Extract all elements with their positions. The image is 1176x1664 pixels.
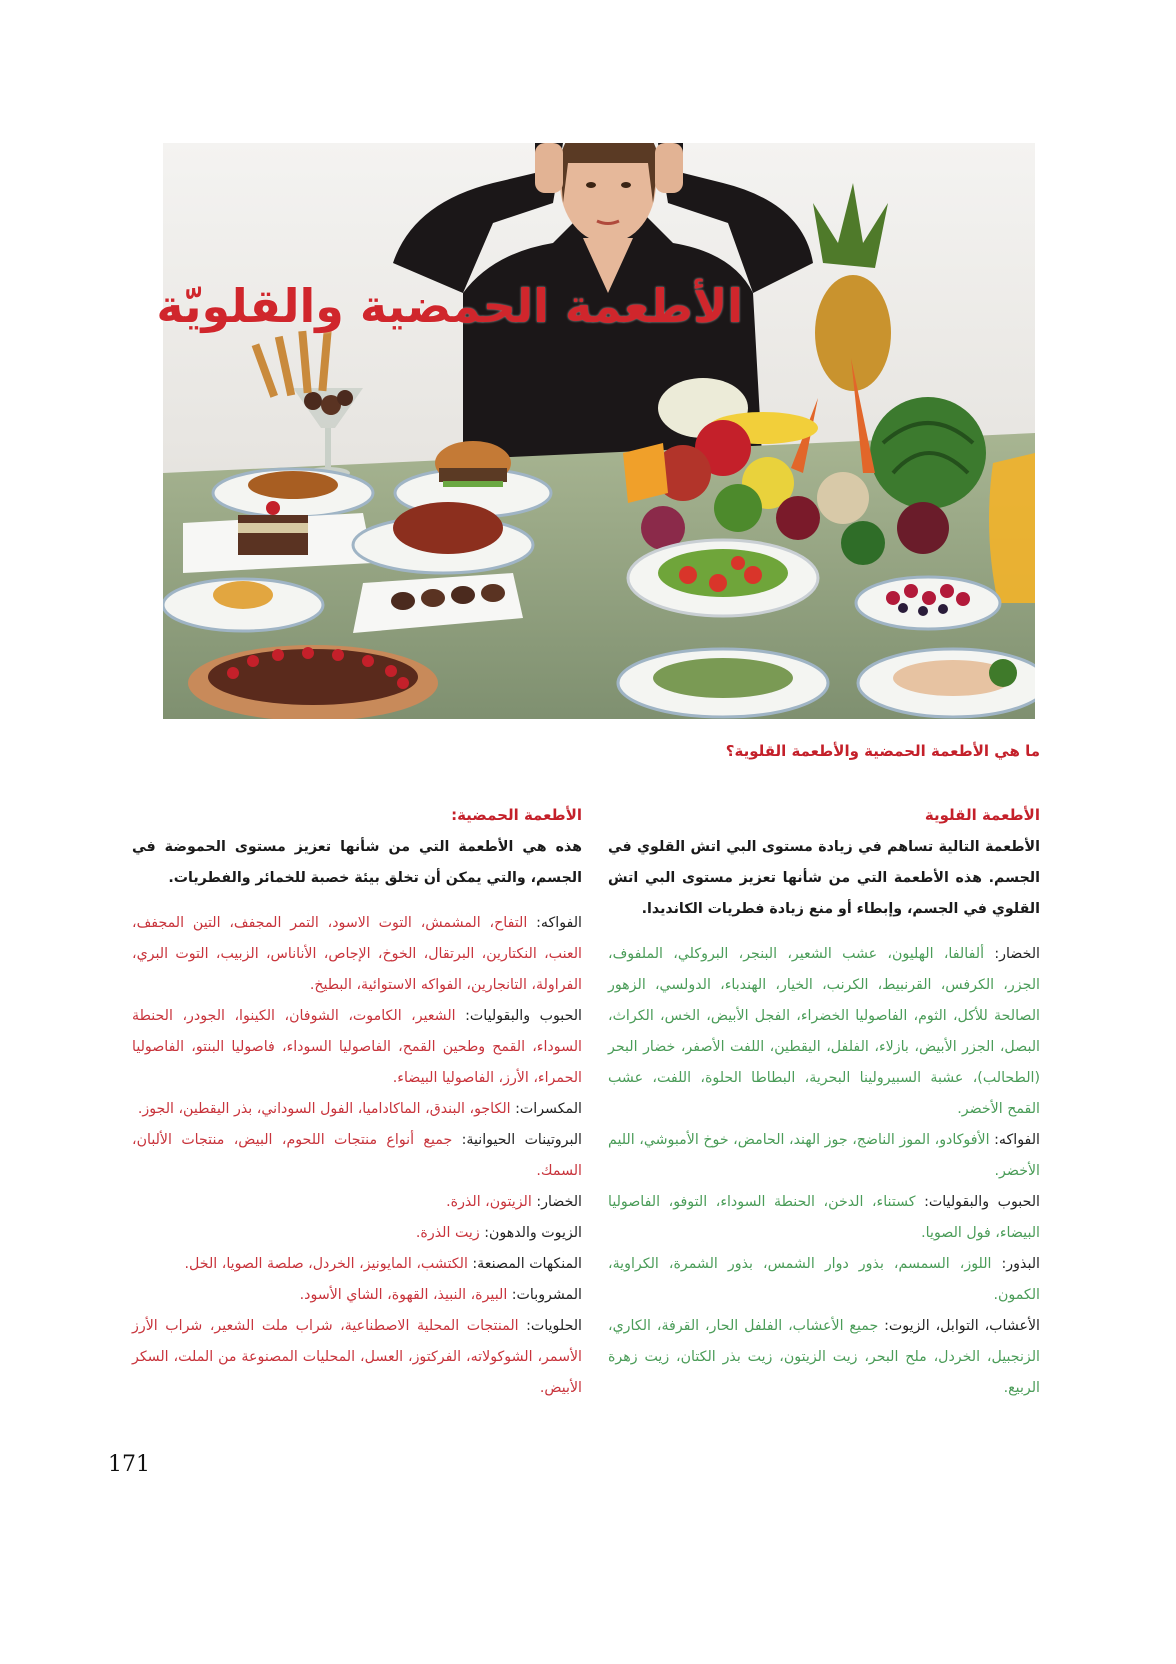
hero-photo bbox=[156, 143, 1035, 719]
alkaline-group bbox=[608, 1311, 1040, 1404]
group-items: الأفوكادو، الموز الناضج، جوز الهند، الحامض، خوخ الأمبوشي، الليم الأخضر. bbox=[608, 1132, 1040, 1179]
group-items: زيت الذرة. bbox=[415, 1225, 485, 1241]
group-label: الحبوب والبقوليات: bbox=[924, 1194, 1040, 1210]
group-label: البروتينات الحيوانية: bbox=[461, 1132, 582, 1148]
group-label: الفواكه: bbox=[536, 915, 582, 931]
acidic-group bbox=[132, 908, 582, 1001]
alkaline-intro: الأطعمة التالية تساهم في زيادة مستوى البي اتش القلوي في الجسم. هذه الأطعمة التي من شأنها تعزيز مستوى البي اتش القلوي في الجسم، وإبطاء أو منع زيادة فطريات الكانديدا. bbox=[608, 839, 1040, 917]
group-label: البذور: bbox=[1001, 1256, 1040, 1272]
group-label: الأعشاب، التوابل، الزيوت: bbox=[884, 1318, 1040, 1334]
alkaline-group bbox=[608, 1187, 1040, 1249]
group-items: جميع الأعشاب، الفلفل الحار، القرفة، الكاري، الزنجبيل، الخردل، ملح البحر، زيت الزيتون، زيت بذر الكتان، زيت زهرة الربيع. bbox=[608, 1318, 1040, 1396]
group-items: الشعير، الكاموت، الشوفان، الكينوا، الجودر، الحنطة السوداء، القمح وطحين القمح، الفاصوليا السوداء، فاصوليا البنتو، الفاصوليا الحمراء، الأرز، الفاصوليا البيضاء. bbox=[132, 1008, 582, 1086]
group-label: المكسرات: bbox=[515, 1101, 582, 1117]
group-items: الكتشب، المايونيز، الخردل، صلصة الصويا، الخل. bbox=[184, 1256, 473, 1272]
group-items: جميع أنواع منتجات اللحوم، البيض، منتجات الألبان، السمك. bbox=[132, 1132, 582, 1179]
group-label: الخضار: bbox=[536, 1194, 582, 1210]
acidic-group bbox=[132, 1125, 582, 1187]
group-items: ألفالفا، الهليون، عشب الشعير، البنجر، البروكلي، الملفوف، الجزر، الكرفس، القرنبيط، الكرنب، الخيار، الهندباء، الدولسي، الزهور الصالحة للأكل، الثوم، الفاصوليا الخضراء، الفجل الأبيض، الخس، الكراث، البصل، الجزر الأبيض، بازلاء، الفلفل، اليقطين، اللفت الأصفر، خضار البحر (الطحالب)، عشبة السبيرولينا البحرية، البطاطا الحلوة، اللفت، عشب القمح الأخضر. bbox=[608, 946, 1040, 1117]
page-title: الأطعمة الحمضية والقلويّة bbox=[156, 279, 743, 333]
acidic-intro: هذه هي الأطعمة التي من شأنها تعزيز مستوى الحموضة في الجسم، والتي يمكن أن تخلق بيئة خصبة للخمائر والفطريات. bbox=[132, 839, 582, 886]
acidic-group bbox=[132, 1280, 582, 1311]
group-items: البيرة، النبيذ، القهوة، الشاي الأسود. bbox=[299, 1287, 512, 1303]
group-items: المنتجات المحلية الاصطناعية، شراب ملت الشعير، شراب الأرز الأسمر، الشوكولاته، الفركتوز، العسل، المحليات المصنوعة من الملت، السكر الأبيض. bbox=[132, 1318, 582, 1396]
alkaline-heading: الأطعمة القلوية bbox=[924, 806, 1040, 824]
group-label: الخضار: bbox=[994, 946, 1040, 962]
acidic-group bbox=[132, 1218, 582, 1249]
acidic-group bbox=[132, 1001, 582, 1094]
group-items: كستناء، الدخن، الحنطة السوداء، التوفو، الفاصوليا البيضاء، فول الصويا. bbox=[608, 1194, 1040, 1241]
group-items: الكاجو، البندق، الماكاداميا، الفول السوداني، بذر اليقطين، الجوز. bbox=[137, 1101, 516, 1117]
acidic-group bbox=[132, 1094, 582, 1125]
group-label: الحبوب والبقوليات: bbox=[465, 1008, 582, 1024]
alkaline-column bbox=[608, 800, 1040, 1404]
acidic-group bbox=[132, 1249, 582, 1280]
group-items: التفاح، المشمش، التوت الاسود، التمر المجفف، التين المجفف، العنب، النكتارين، البرتقال، الخوخ، الإجاص، الأناناس، الزبيب، التوت البري، الفراولة، التانجارين، الفواكه الاستوائية، البطيخ. bbox=[132, 915, 582, 993]
alkaline-group bbox=[608, 1125, 1040, 1187]
hero-illustration bbox=[156, 143, 1035, 719]
acidic-column bbox=[132, 800, 582, 1404]
acidic-heading: الأطعمة الحمضية: bbox=[451, 806, 582, 824]
group-label: الزيوت والدهون: bbox=[484, 1225, 582, 1241]
alkaline-group bbox=[608, 939, 1040, 1125]
group-items: الزيتون، الذرة. bbox=[446, 1194, 537, 1210]
alkaline-group bbox=[608, 1249, 1040, 1311]
acidic-group bbox=[132, 1311, 582, 1404]
group-label: المنكهات المصنعة: bbox=[472, 1256, 582, 1272]
group-label: الفواكه: bbox=[994, 1132, 1040, 1148]
section-question: ما هي الأطعمة الحمضية والأطعمة القلوية؟ bbox=[725, 742, 1040, 760]
group-items: اللوز، السمسم، بذور دوار الشمس، بذور الشمرة، الكراوية، الكمون. bbox=[608, 1256, 1040, 1303]
acidic-group bbox=[132, 1187, 582, 1218]
page-number: 171 bbox=[108, 1452, 150, 1477]
group-label: المشروبات: bbox=[511, 1287, 582, 1303]
group-label: الحلويات: bbox=[526, 1318, 582, 1334]
